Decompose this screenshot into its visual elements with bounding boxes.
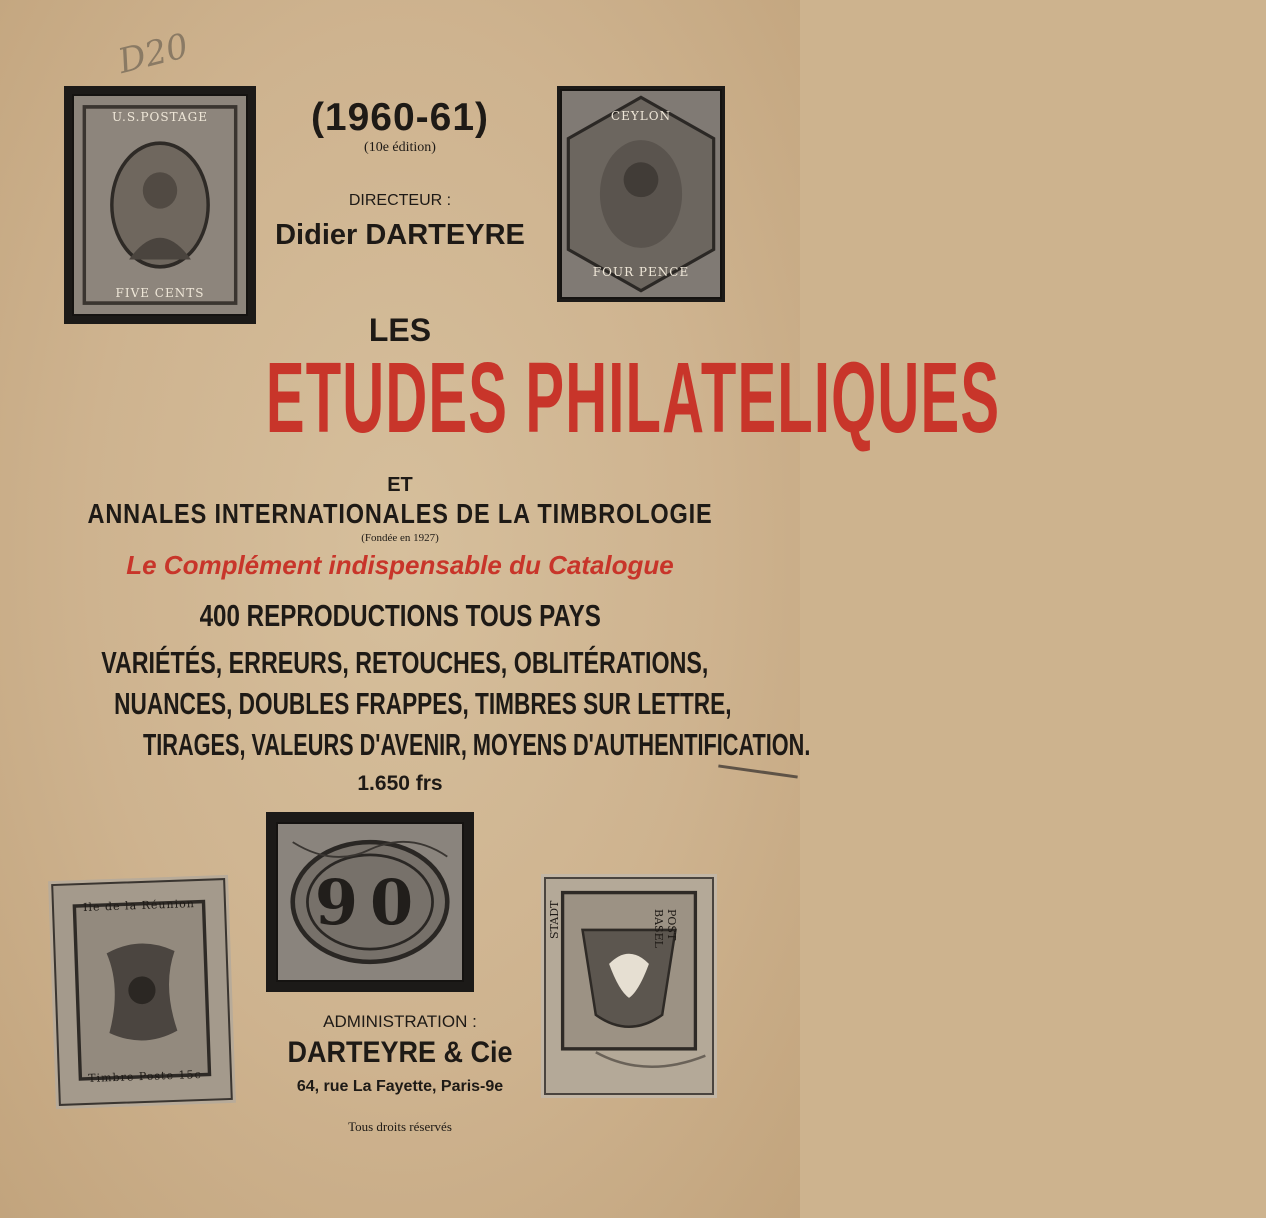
handwritten-note: D20 [114,26,193,82]
stamp-top-text: CEYLON [610,109,672,123]
price: 1.650 frs [357,772,443,795]
admin-label: ADMINISTRATION : [323,1012,477,1031]
subtitle: ANNALES INTERNATIONALES DE LA TIMBROLOGIE [87,498,713,529]
director-name: Didier DARTEYRE [275,219,525,251]
stamp-value: 90 [314,866,426,939]
publisher-name: DARTEYRE & Cie [287,1036,513,1069]
reproductions-line: 400 REPRODUCTIONS TOUS PAYS [199,598,601,633]
title-main: ETUDES PHILATELIQUES [265,342,1001,454]
features-line: NUANCES, DOUBLES FRAPPES, TIMBRES SUR LETTRE, [114,686,732,721]
edition-years: (1960-61) [310,96,490,139]
stamp-bottom-text: FIVE CENTS [115,286,205,300]
publisher-address: 64, rue La Fayette, Paris-9e [296,1078,504,1095]
features-line: VARIÉTÉS, ERREURS, RETOUCHES, OBLITÉRATIONS, [101,645,709,680]
stamp-side-text-left: STADT [548,900,561,939]
stamp-top-text: U.S.POSTAGE [112,110,208,124]
title-et: ET [387,474,413,496]
features-line: TIRAGES, VALEURS D'AVENIR, MOYENS D'AUTHENTIFICATION. [143,727,811,762]
stamp-ninety [266,812,474,992]
edition-number: (10e édition) [364,140,436,155]
stamp-side-text-right: POST BASEL [652,909,678,948]
stamp-bottom-text: FOUR PENCE [592,265,690,279]
founded-note: (Fondée en 1927) [361,532,439,544]
stamp-bottom-text: Timbre Poste 15c [88,1067,202,1085]
stamp-reunion [48,875,236,1109]
stamp-top-text: Ile de la Réunion [82,897,196,914]
director-label: DIRECTEUR : [348,192,452,209]
rights-notice: Tous droits réservés [348,1119,452,1134]
tagline: Le Complément indispensable du Catalogue [126,550,674,580]
title-les: LES [368,312,432,348]
